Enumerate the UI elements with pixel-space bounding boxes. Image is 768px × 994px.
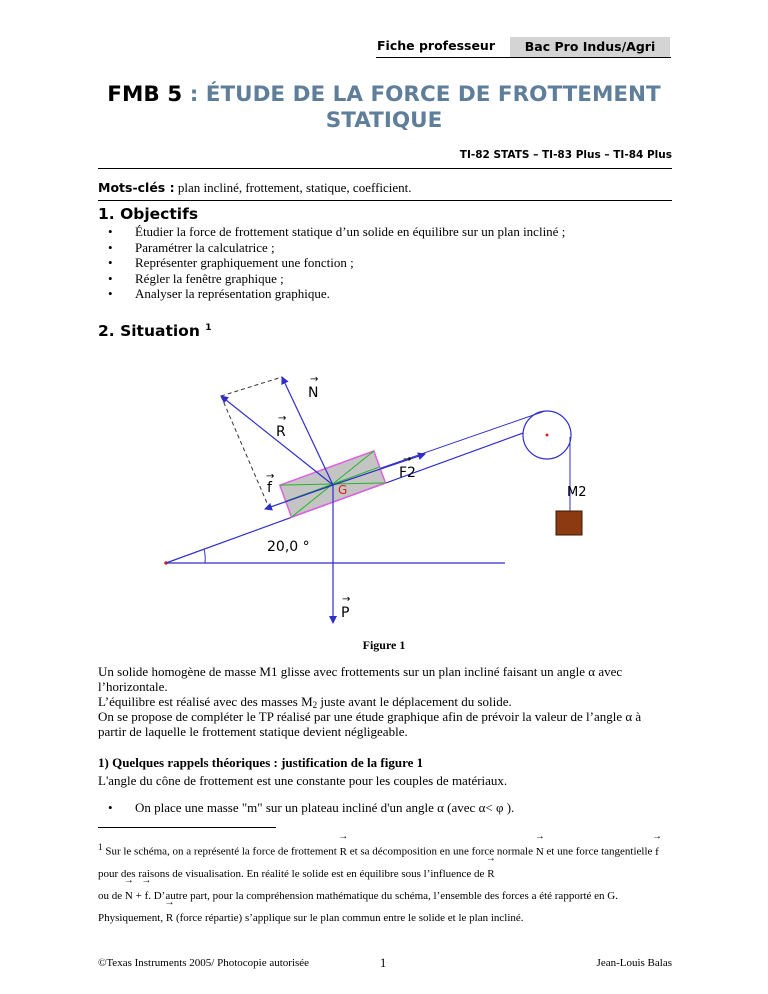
objectives-list <box>108 224 565 302</box>
section-objectifs-heading: 1. Objectifs <box>98 205 199 223</box>
footnote-text: Sur le schéma, on a représenté la force de frottement <box>102 845 340 858</box>
list-item: • Représenter graphiquement une fonction ; <box>108 255 565 271</box>
header-level-badge: Bac Pro Indus/Agri <box>510 37 670 57</box>
vector-R-symbol: → R <box>487 863 494 885</box>
svg-text:→: → <box>278 413 287 424</box>
footnote-text: et une force tangentielle <box>543 845 656 858</box>
figure-caption: Figure 1 <box>362 638 406 652</box>
bullet-mass: • On place une masse "m" sur un plateau incliné d'un angle α (avec α< φ ). <box>108 800 515 815</box>
vector-N-symbol: → N <box>536 841 544 863</box>
svg-text:→: → <box>266 471 275 482</box>
keywords-text: plan incliné, frottement, statique, coefficient. <box>174 180 412 195</box>
title-text: : ÉTUDE DE LA FORCE DE FROTTEMENT STATIQUE <box>182 82 661 133</box>
paragraph-goal: On se propose de compléter le TP réalisé par une étude graphique afin de prévoir la valeur de l’angle α à partir de laquelle le frottement statique devient négligeable. <box>98 709 642 739</box>
label-m2: M2 <box>567 485 587 500</box>
label-P: P <box>341 605 350 621</box>
divider-keywords <box>98 200 672 201</box>
vector-R-symbol: → R <box>340 841 347 863</box>
angle-arc <box>204 549 205 563</box>
bullet-mass-text: On place une masse "m" sur un plateau incliné d'un angle α (avec α< φ ). <box>135 800 515 815</box>
footnote-text: pour des raisons de visualisation. En réalité le solide est en équilibre sous l’influence de <box>98 867 488 880</box>
list-item: • Analyser la représentation graphique. <box>108 286 565 302</box>
title-code: FMB 5 <box>107 82 183 107</box>
paragraph-intro: Un solide homogène de masse M1 glisse avec frottements sur un plan incliné faisant un angle α avec l’horizontale. <box>98 664 623 694</box>
header-underline <box>376 57 671 58</box>
label-F2: F2 <box>399 465 416 481</box>
header-doc-type: Fiche professeur <box>377 38 495 53</box>
calculator-models: TI-82 STATS – TI-83 Plus – TI-84 Plus <box>459 149 672 161</box>
list-item: • Paramétrer la calculatrice ; <box>108 240 565 256</box>
footer-copyright: ©Texas Instruments 2005/ Photocopie autorisée <box>98 957 310 969</box>
footnote-text: + <box>132 889 145 902</box>
svg-text:→: → <box>310 374 319 385</box>
footnote-text: . D’autre part, pour la compréhension mathématique du schéma, l’ensemble des forces a été rapporté en G. Physiquement, <box>98 889 618 924</box>
footnote <box>98 836 673 929</box>
vector-f-symbol: → f <box>655 841 659 863</box>
subscript-2: 2 <box>312 700 318 710</box>
vector-R-symbol: → R <box>166 907 173 929</box>
equilibrium-text: L’équilibre est réalisé avec des masses M <box>98 694 313 709</box>
keywords-label: Mots-clés : <box>98 180 175 195</box>
section-situation-heading <box>98 322 212 340</box>
footnote-number: 1 <box>98 842 103 852</box>
label-R: R <box>276 424 286 440</box>
vector-R <box>221 396 333 485</box>
page-title <box>100 82 668 134</box>
dashed-parallel-top <box>221 377 282 396</box>
label-f: f <box>267 480 272 496</box>
dashed-parallel-side <box>221 396 270 510</box>
footer-author: Jean-Louis Balas <box>596 957 672 969</box>
vector-f-symbol: → f <box>145 885 149 907</box>
page-number: 1 <box>380 956 387 970</box>
svg-text:→: → <box>403 454 412 465</box>
label-G: G <box>338 483 348 497</box>
keywords-line <box>98 180 412 196</box>
list-item: • Étudier la force de frottement statique d’un solide en équilibre sur un plan incliné ; <box>108 224 565 240</box>
footnote-text: ou de <box>98 889 125 902</box>
label-angle: 20,0 ° <box>267 539 310 555</box>
mass-m2 <box>556 511 582 535</box>
vector-N-symbol: → N <box>125 885 133 907</box>
footnote-ref: 1 <box>205 322 212 333</box>
divider-top <box>98 168 672 169</box>
paragraph-cone: L'angle du cône de frottement est une constante pour les couples de matériaux. <box>98 773 508 788</box>
footnote-rule <box>98 827 276 828</box>
inclined-plane-figure <box>160 355 610 630</box>
footnote-text: et sa décomposition en une force normale <box>346 845 536 858</box>
svg-text:→: → <box>342 594 351 605</box>
list-item: • Régler la fenêtre graphique ; <box>108 271 565 287</box>
section-situation-title: 2. Situation <box>98 322 200 340</box>
pulley-axle <box>546 434 549 437</box>
footnote-text: (force répartie) s’applique sur le plan commun entre le solide et le plan incliné. <box>173 911 524 924</box>
equilibrium-text-end: juste avant le déplacement du solide. <box>317 694 512 709</box>
label-N: N <box>308 385 319 401</box>
subsection-heading: 1) Quelques rappels théoriques : justification de la figure 1 <box>98 755 424 770</box>
